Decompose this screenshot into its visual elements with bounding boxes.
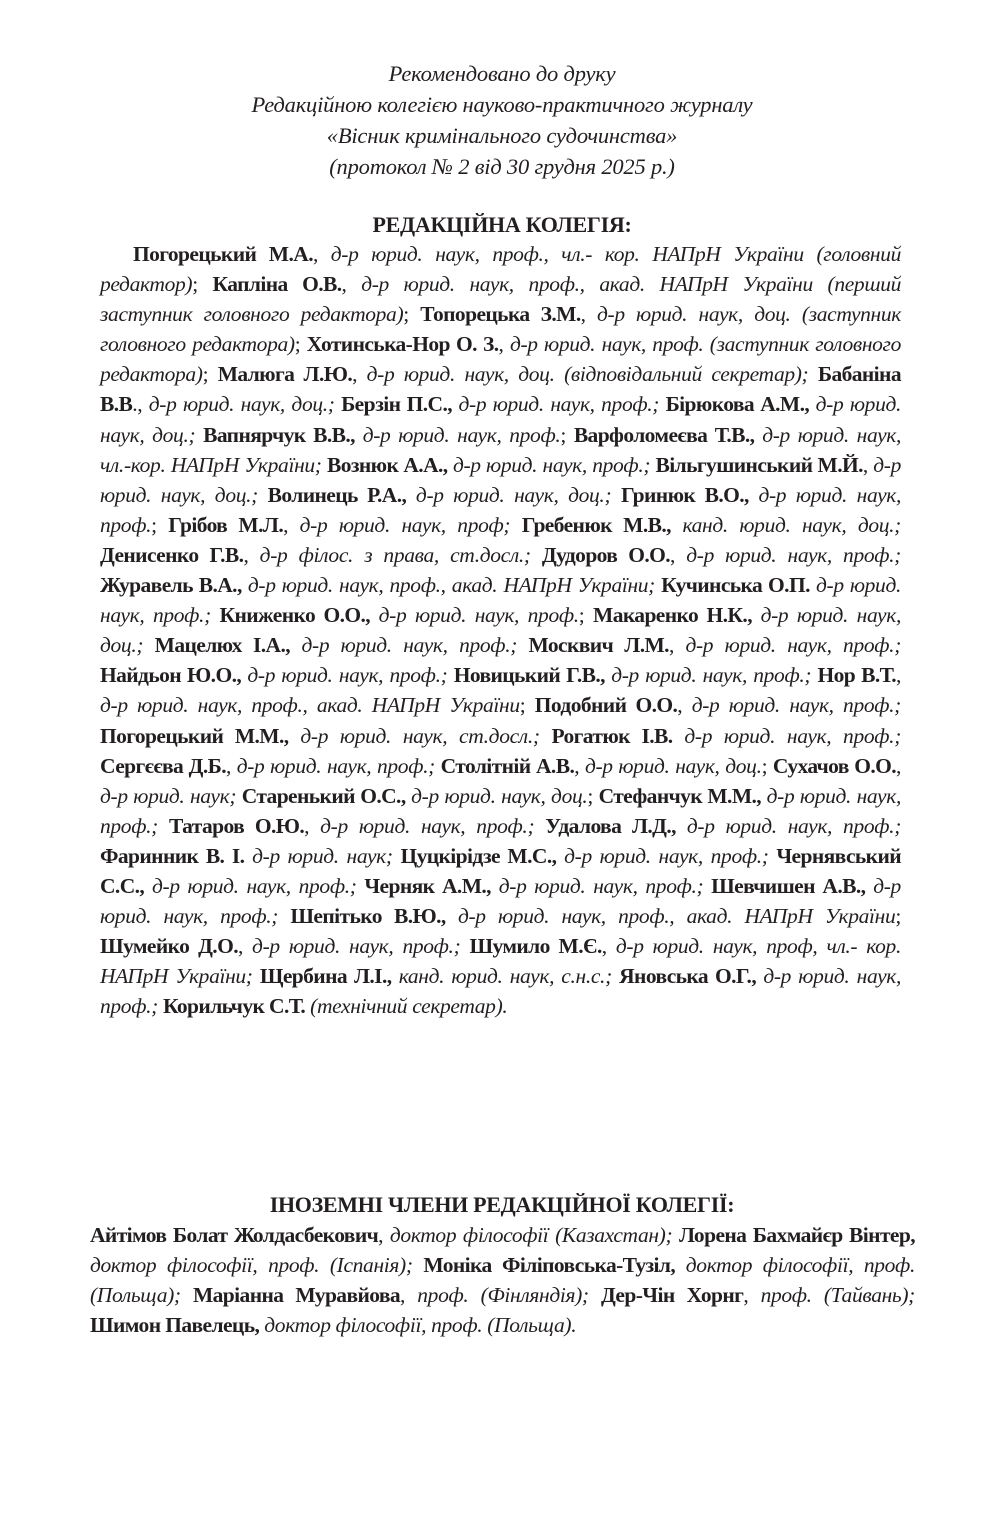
member-credentials: д-р юрид. наук, доц.; — [148, 392, 335, 417]
member-end-punctuation: ; — [294, 332, 307, 357]
member-name: Малюга Л.Ю. — [217, 362, 353, 387]
member-entry — [535, 693, 901, 717]
member-credentials: доктор філософії, проф. (Польща); — [90, 1253, 915, 1308]
member-name: Маріанна Муравйова — [192, 1283, 401, 1308]
member-end-punctuation: ; — [560, 422, 574, 447]
member-entry — [441, 754, 773, 778]
member-separator — [244, 844, 252, 868]
member-separator — [671, 513, 682, 537]
member-entry — [155, 633, 529, 657]
member-name: Татаров О.Ю. — [168, 813, 305, 838]
member-name: Погорецький М.М., — [100, 723, 289, 748]
member-separator: , — [862, 452, 874, 477]
member-name: Моніка Філіповська-Тузіл, — [423, 1253, 676, 1278]
member-name: Подобний О.О. — [534, 693, 678, 718]
member-credentials: д-р юрид. наук, проф.; — [686, 542, 901, 567]
member-credentials: д-р юрид. наук, проф.; — [151, 873, 357, 898]
member-entry — [551, 724, 901, 748]
member-end-punctuation: ; — [151, 512, 169, 537]
member-entry — [90, 1223, 679, 1247]
member-entry — [218, 362, 818, 386]
member-credentials: (технічний секретар). — [310, 994, 508, 1019]
foreign-members-paragraph — [90, 1220, 915, 1340]
member-credentials: д-р юрид. наук; — [252, 843, 393, 868]
member-name: Денисенко Г.В. — [100, 542, 244, 567]
member-entry — [400, 844, 776, 868]
member-separator — [406, 483, 416, 507]
member-separator: , — [601, 934, 616, 959]
member-entry — [100, 934, 469, 958]
member-separator — [675, 1253, 686, 1277]
member-end-punctuation — [413, 1253, 424, 1277]
member-end-punctuation: ; — [587, 783, 599, 808]
member-name: Найдьон Ю.О., — [100, 663, 242, 688]
member-credentials: д-р юрид. наук, доц. — [584, 753, 762, 778]
member-separator: , — [896, 663, 902, 688]
member-separator — [289, 724, 301, 748]
member-name: Грібов М.Л. — [168, 512, 284, 537]
member-name: Москвич Л.М. — [528, 633, 669, 658]
member-entry — [100, 844, 400, 868]
member-name: Вознюк А.А., — [326, 452, 448, 477]
member-entry — [601, 1283, 915, 1307]
member-end-punctuation — [253, 964, 260, 988]
member-name: Хотинська-Нор О. З. — [306, 332, 499, 357]
member-credentials: д-р юрид. наук, проф.; — [100, 573, 902, 628]
member-name: Цуцкірідзе М.С., — [400, 843, 557, 868]
member-name: Бірюкова А.М., — [665, 392, 810, 417]
member-credentials: д-р юрид. наук, проф., акад. НАПрН України (перший заступник головного редактора) — [100, 272, 902, 327]
member-credentials: д-р юрид. наук, чл.-кор. НАПрН України; — [100, 422, 901, 477]
member-credentials: д-р юрид. наук, доц.; — [100, 603, 901, 658]
member-credentials: д-р юрид. наук, доц. (заступник головного редактора) — [100, 302, 901, 357]
member-name: Волинець Р.А., — [267, 482, 407, 507]
member-entry — [268, 483, 621, 507]
member-separator: , — [400, 1283, 418, 1308]
member-credentials: д-р юрид. наук, доц.; — [100, 392, 902, 447]
member-name: Удалова Л.Д., — [545, 813, 676, 838]
member-credentials: д-р юрид. наук, доц.; — [100, 452, 901, 507]
member-credentials: д-р юрид. наук, проф.; — [236, 753, 435, 778]
member-entry — [100, 543, 542, 567]
member-name: Капліна О.В. — [212, 272, 342, 297]
member-credentials: д-р юрид. наук, проф.; — [498, 873, 704, 898]
board-title: РЕДАКЦІЙНА КОЛЕГІЯ: — [372, 212, 632, 237]
member-name: Черняк А.М., — [364, 873, 491, 898]
member-entry — [169, 814, 545, 838]
member-name: Стефанчук М.М., — [598, 783, 762, 808]
member-separator: , — [896, 753, 902, 778]
member-separator — [290, 633, 301, 657]
member-credentials: д-р юрид. наук, проф; — [299, 512, 511, 537]
member-entry — [341, 392, 666, 416]
member-name: Вільгушинський М.Й. — [655, 452, 863, 477]
member-name: Айтімов Болат Жолдасбекович — [90, 1223, 379, 1247]
member-credentials: д-р юрид. наук, проф, чл.- кор. НАПрН України; — [100, 934, 901, 989]
member-end-punctuation — [531, 543, 542, 567]
member-separator — [355, 423, 363, 447]
member-name: Кучинська О.П. — [661, 573, 810, 598]
member-separator — [144, 874, 152, 898]
member-entry — [528, 633, 901, 657]
member-credentials: д-р юрид. наук, доц. — [411, 783, 588, 808]
member-entry — [290, 904, 901, 928]
member-separator — [752, 603, 761, 627]
member-name: Шимон Павелець, — [90, 1313, 260, 1338]
member-name: Гребенюк М.В., — [521, 512, 671, 537]
member-credentials: д-р юрид. наук, ст.досл.; — [300, 723, 540, 748]
member-credentials: канд. юрид. наук, доц.; — [682, 512, 901, 537]
member-name: Лорена Бахмайєр Вінтер, — [679, 1223, 915, 1247]
member-name: Гринюк В.О., — [620, 482, 749, 507]
member-entry — [260, 964, 619, 988]
member-name: Столітній А.В. — [440, 753, 575, 778]
member-credentials: д-р юрид. наук, проф.; — [247, 663, 448, 688]
member-end-punctuation: ; — [192, 272, 213, 297]
member-name: Новицький Г.В., — [453, 663, 605, 688]
member-entry — [545, 814, 901, 838]
member-end-punctuation: ; — [202, 362, 218, 387]
member-separator — [676, 814, 687, 838]
member-credentials: д-р юрид. наук, проф.; — [691, 693, 901, 718]
member-credentials: д-р юрид. наук, проф.; — [100, 783, 901, 838]
member-credentials: д-р юрид. наук, доц. (відповідальний секретар); — [366, 362, 809, 387]
member-separator: , — [243, 542, 260, 567]
member-credentials: д-р юрид. наук, проф.; — [458, 392, 660, 417]
member-entry — [100, 754, 441, 778]
member-credentials: доктор філософії, проф. (Іспанія); — [90, 1253, 413, 1278]
member-end-punctuation — [540, 724, 552, 748]
member-name: Берзін П.С., — [341, 392, 453, 417]
member-end-punctuation — [158, 814, 169, 838]
member-end-punctuation: ; — [895, 904, 901, 929]
member-separator: , — [341, 272, 362, 297]
member-end-punctuation — [510, 513, 521, 537]
member-credentials: д-р юрид. наук, проф.; — [684, 723, 902, 748]
member-name: Журавель В.А., — [100, 573, 242, 598]
member-name: Старенький О.С., — [241, 783, 406, 808]
member-entry — [163, 994, 507, 1018]
foreign-board-title: ІНОЗЕМНІ ЧЛЕНИ РЕДАКЦІЙНОЇ КОЛЕГІЇ: — [269, 1192, 735, 1217]
member-separator — [749, 483, 759, 507]
member-credentials: д-р юрид. наук, доц.; — [415, 482, 612, 507]
member-credentials: д-р юрид. наук, проф., акад. НАПрН України — [100, 693, 520, 718]
member-end-punctuation: ; — [519, 693, 535, 718]
member-separator: ., — [132, 392, 149, 417]
member-end-punctuation — [808, 362, 817, 386]
member-end-punctuation: ; — [403, 302, 421, 327]
member-entry — [90, 1313, 576, 1337]
member-name: Фаринник В. І. — [100, 843, 245, 868]
member-name: Шевчишен А.В., — [711, 873, 866, 898]
member-entry — [100, 724, 551, 748]
member-credentials: д-р юрид. наук, проф.; — [564, 843, 769, 868]
member-separator: , — [580, 302, 597, 327]
member-name: Мацелюх І.А., — [154, 633, 291, 658]
member-credentials: д-р юрид. наук, проф., акад. НАПрН України; — [247, 573, 655, 598]
member-credentials: д-р юрид. наук, проф.; — [452, 452, 651, 477]
approval-line: Редакційною колегією науково-практичного журналу — [251, 92, 753, 117]
member-separator: , — [743, 1283, 761, 1308]
approval-header — [0, 58, 1004, 182]
member-end-punctuation: ; — [761, 753, 773, 778]
member-entry — [100, 663, 454, 687]
member-credentials: д-р юрид. наук, проф. — [378, 603, 579, 628]
member-name: Корильчук С.Т. — [162, 994, 306, 1019]
member-separator: , — [312, 242, 331, 266]
member-credentials: д-р юрид. наук, проф. — [362, 422, 561, 447]
member-name: Погорецький М.А. — [133, 242, 313, 266]
member-separator — [491, 874, 499, 898]
member-name: Макаренко Н.К., — [593, 603, 752, 628]
member-separator: , — [677, 693, 692, 718]
approval-line: (протокол № 2 від 30 грудня 2025 р.) — [329, 154, 675, 179]
member-separator: , — [225, 753, 237, 778]
member-name: Дудоров О.О. — [541, 542, 671, 567]
member-credentials: доктор філософії (Казахстан); — [389, 1223, 673, 1247]
member-name: Шумейко Д.О. — [100, 934, 238, 959]
member-name: Нор В.Т. — [817, 663, 897, 688]
member-credentials: д-р юрид. наук, проф.; — [301, 633, 518, 658]
member-entry — [203, 423, 574, 447]
member-separator: , — [304, 813, 321, 838]
member-name: Варфоломеєва Т.В., — [573, 422, 755, 447]
member-separator — [556, 844, 564, 868]
member-end-punctuation: ; — [578, 603, 593, 628]
member-separator — [446, 904, 458, 928]
member-separator: , — [670, 542, 687, 567]
member-separator: , — [283, 512, 300, 537]
member-name: Яновська О.Г., — [619, 964, 757, 989]
member-credentials: д-р юрид. наук, проф.; — [320, 813, 535, 838]
member-separator: , — [352, 362, 367, 387]
member-name: Шепітько В.Ю., — [290, 904, 446, 929]
member-credentials: проф. (Тайвань); — [760, 1283, 915, 1308]
member-credentials: д-р юрид. наук, проф.; — [611, 663, 812, 688]
member-end-punctuation — [181, 1283, 193, 1307]
member-end-punctuation — [258, 483, 268, 507]
member-entry — [522, 513, 901, 537]
member-entry — [454, 663, 818, 687]
member-name: Сергєєва Д.Б. — [100, 753, 226, 778]
member-entry — [193, 1283, 601, 1307]
member-credentials: д-р юрид. наук, проф.; — [686, 813, 902, 838]
member-separator — [370, 603, 379, 627]
member-name: Книженко О.О., — [219, 603, 371, 628]
member-entry — [542, 543, 901, 567]
member-credentials: д-р юрид. наук, проф.; — [100, 873, 901, 929]
member-end-punctuation — [611, 483, 621, 507]
member-credentials: проф. (Фінляндія); — [417, 1283, 589, 1308]
member-name: Топорецька З.М. — [420, 302, 581, 327]
member-separator — [673, 724, 685, 748]
member-entry — [242, 784, 599, 808]
approval-line: «Вісник кримінального судочинства» — [326, 123, 678, 148]
member-credentials: д-р юрид. наук, проф.; — [252, 934, 461, 959]
member-credentials: д-р філос. з права, ст.досл.; — [259, 542, 531, 567]
member-end-punctuation — [589, 1283, 601, 1307]
member-credentials: канд. юрид. наук, с.н.с.; — [398, 964, 612, 989]
member-credentials: д-р юрид. наук, проф. — [100, 482, 901, 537]
member-entry — [219, 603, 593, 627]
member-end-punctuation — [278, 904, 290, 928]
member-name: Рогатюк І.В. — [551, 723, 673, 748]
member-name: Дер-Чін Хорнг — [600, 1283, 744, 1308]
member-end-punctuation — [534, 814, 545, 838]
member-end-punctuation — [143, 633, 154, 657]
member-credentials: д-р юрид. наук, проф., чл.- кор. НАПрН України (головний редактор) — [100, 242, 901, 297]
member-separator: , — [574, 753, 585, 778]
member-credentials: д-р юрид. наук; — [100, 783, 237, 808]
approval-line: Рекомендовано до друку — [388, 61, 616, 86]
member-entry — [364, 874, 711, 898]
member-name: Сухачов О.О. — [772, 753, 896, 778]
member-name: Вапнярчук В.В., — [203, 422, 355, 447]
member-end-punctuation — [703, 874, 711, 898]
member-end-punctuation — [517, 633, 528, 657]
member-name: Шумило М.Є. — [469, 934, 602, 959]
member-separator: , — [668, 633, 686, 658]
member-separator — [392, 964, 399, 988]
member-name: Бабаніна В.В — [100, 362, 901, 417]
member-name: Чернявський С.С., — [100, 843, 902, 898]
member-entry — [168, 513, 521, 537]
member-separator: , — [498, 332, 510, 357]
member-separator: , — [378, 1223, 390, 1247]
member-credentials: д-р юрид. наук, проф.; — [685, 633, 901, 658]
member-credentials: д-р юрид. наук, проф. (заступник головного редактора) — [100, 332, 901, 387]
member-entry — [100, 573, 661, 597]
member-credentials: д-р юрид. наук, проф., акад. НАПрН України — [457, 904, 896, 929]
member-end-punctuation — [195, 423, 203, 447]
member-name: Щербина Л.І., — [259, 964, 392, 989]
board-members-paragraph — [100, 239, 901, 1021]
member-credentials: д-р юрид. наук, проф.; — [100, 964, 901, 1019]
member-separator: , — [237, 934, 253, 959]
member-credentials: доктор філософії, проф. (Польща). — [264, 1313, 577, 1338]
member-entry — [327, 453, 656, 477]
